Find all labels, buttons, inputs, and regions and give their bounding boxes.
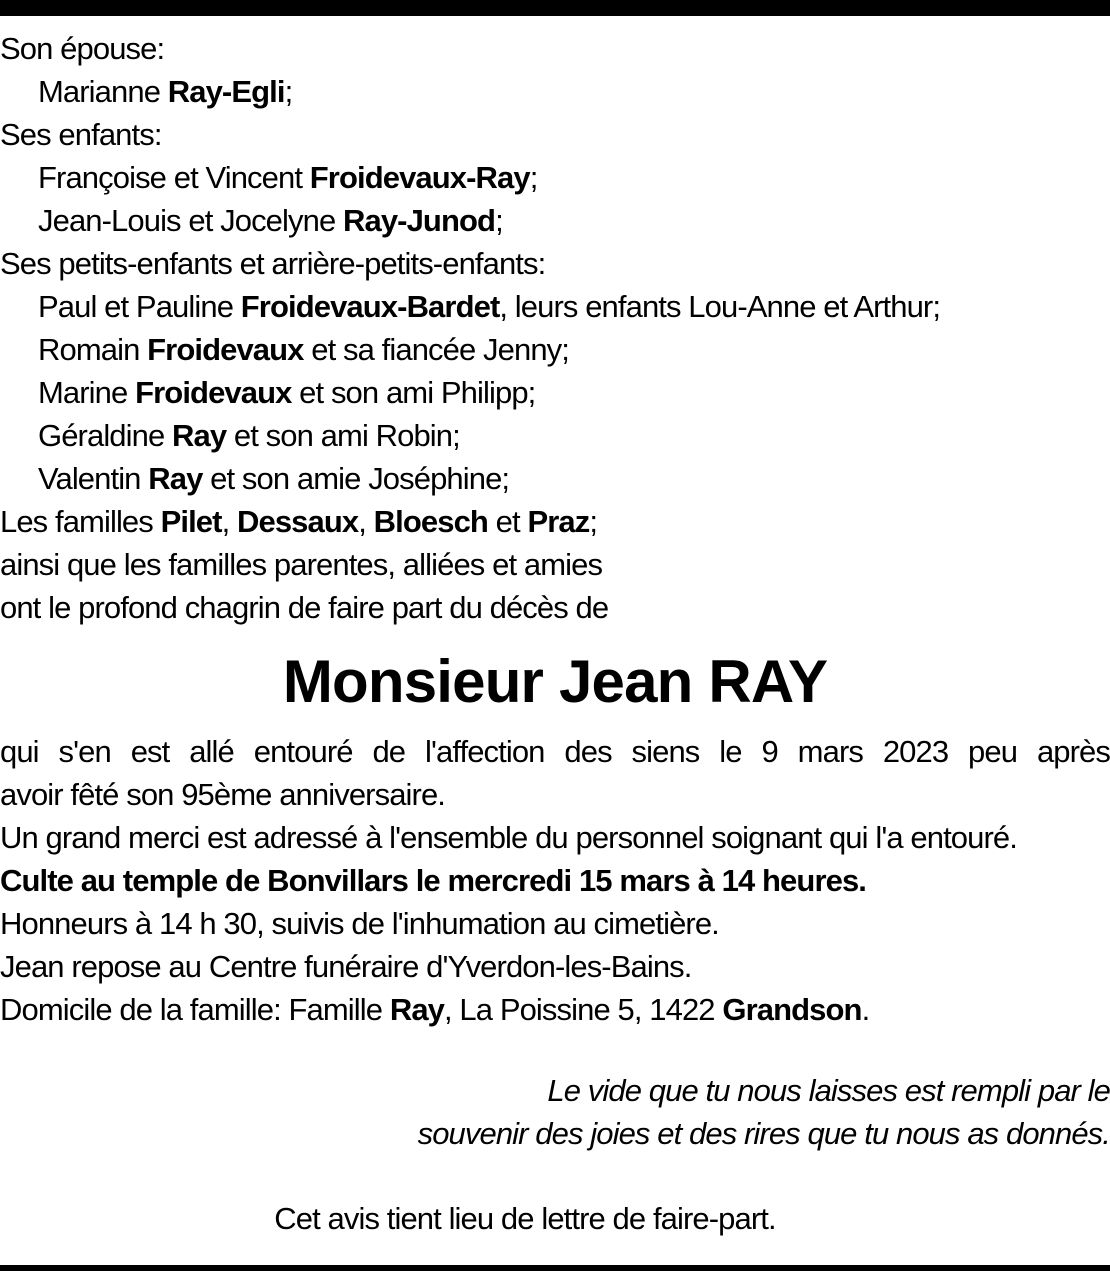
families-line: Les familles Pilet, Dessaux, Bloesch et Praz; xyxy=(0,504,598,539)
closing-line: Cet avis tient lieu de lettre de faire-part. xyxy=(274,1201,776,1236)
top-border-rule xyxy=(0,0,1110,16)
surname: Ray xyxy=(389,992,444,1027)
surname: Ray-Egli xyxy=(167,74,285,109)
relatives-line: ainsi que les familles parentes, alliées et amies xyxy=(0,547,603,582)
passing-line: qui s'en est allé entouré de l'affection des siens le 9 mars 2023 peu après xyxy=(0,734,1110,769)
domicile-line: Domicile de la famille: Famille Ray, La Poissine 5, 1422 Grandson. xyxy=(0,992,870,1027)
service-line: Culte au temple de Bonvillars le mercredi 15 mars à 14 heures. xyxy=(0,863,866,898)
obituary-notice xyxy=(0,27,1110,1240)
spouse-entry: Marianne Ray-Egli; xyxy=(38,74,293,109)
memorial-quote xyxy=(0,1069,1110,1155)
surname: Bloesch xyxy=(373,504,488,539)
surname: Froidevaux xyxy=(147,332,304,367)
grandchild-entry: Géraldine Ray et son ami Robin; xyxy=(38,418,460,453)
thanks-line: Un grand merci est adressé à l'ensemble du personnel soignant qui l'a entouré. xyxy=(0,820,1017,855)
grandchild-entry: Valentin Ray et son amie Joséphine; xyxy=(38,461,510,496)
surname: Pilet xyxy=(160,504,222,539)
surname: Froidevaux-Bardet xyxy=(240,289,500,324)
surname: Ray-Junod xyxy=(343,203,496,238)
surname: Ray xyxy=(172,418,227,453)
grandchildren-heading: Ses petits-enfants et arrière-petits-enfants: xyxy=(0,246,546,281)
quote-line: souvenir des joies et des rires que tu nous as donnés. xyxy=(417,1116,1110,1151)
grandchild-entry: Paul et Pauline Froidevaux-Bardet, leurs enfants Lou-Anne et Arthur; xyxy=(38,289,941,324)
spouse-heading: Son épouse: xyxy=(0,31,165,66)
town: Grandson xyxy=(722,992,862,1027)
quote-line: Le vide que tu nous laisses est rempli par le xyxy=(547,1073,1110,1108)
grandchild-entry: Romain Froidevaux et sa fiancée Jenny; xyxy=(38,332,569,367)
deceased-name: Monsieur Jean RAY xyxy=(282,648,828,715)
child-entry: Jean-Louis et Jocelyne Ray-Junod; xyxy=(38,203,503,238)
child-entry: Françoise et Vincent Froidevaux-Ray; xyxy=(38,160,538,195)
children-heading: Ses enfants: xyxy=(0,117,162,152)
surname: Praz xyxy=(527,504,590,539)
surname: Dessaux xyxy=(237,504,359,539)
grandchild-entry: Marine Froidevaux et son ami Philipp; xyxy=(38,375,536,410)
repose-line: Jean repose au Centre funéraire d'Yverdon-les-Bains. xyxy=(0,949,692,984)
announcement-line: ont le profond chagrin de faire part du décès de xyxy=(0,590,609,625)
surname: Froidevaux xyxy=(135,375,292,410)
passing-line: avoir fêté son 95ème anniversaire. xyxy=(0,777,445,812)
bottom-border-rule xyxy=(0,1265,1110,1271)
surname: Ray xyxy=(148,461,203,496)
surname: Froidevaux-Ray xyxy=(309,160,530,195)
honours-line: Honneurs à 14 h 30, suivis de l'inhumation au cimetière. xyxy=(0,906,719,941)
